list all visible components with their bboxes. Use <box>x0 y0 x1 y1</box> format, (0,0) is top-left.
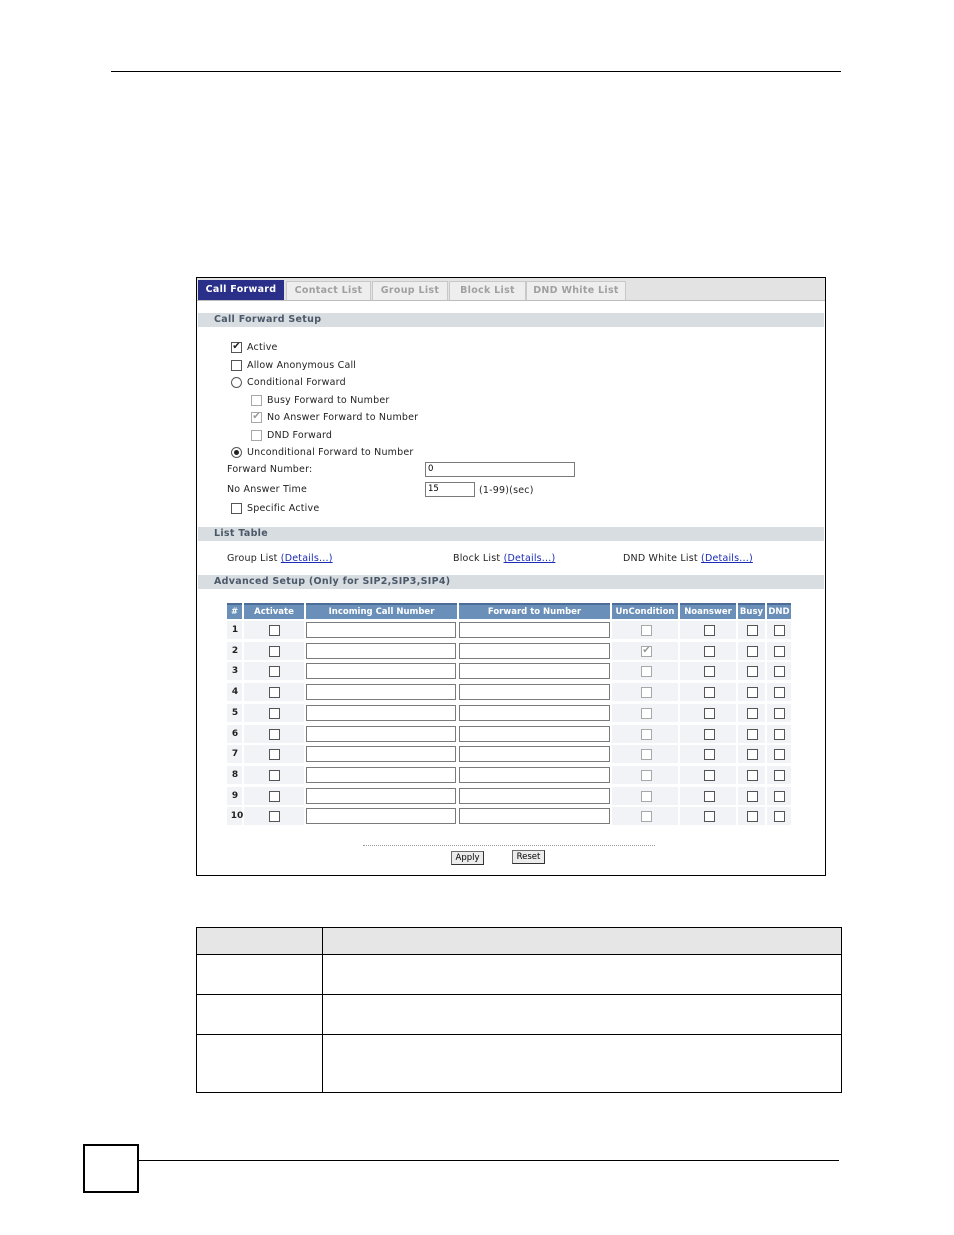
dnd-checkbox[interactable] <box>774 625 785 636</box>
row-number: 1 <box>231 625 239 635</box>
specific-active-checkbox[interactable] <box>231 503 242 514</box>
specific-active-label: Specific Active <box>247 503 320 514</box>
activate-checkbox[interactable] <box>269 687 280 698</box>
uncondition-checkbox[interactable] <box>641 666 652 677</box>
uncondition-checkbox[interactable] <box>641 770 652 781</box>
uncondition-checkbox[interactable] <box>641 687 652 698</box>
forward-to-number-input[interactable] <box>459 643 610 659</box>
incoming-call-number-input[interactable] <box>306 767 456 783</box>
table-label-cell <box>197 995 323 1035</box>
no-answer-time-input[interactable]: 15 <box>425 482 475 497</box>
busy-checkbox[interactable] <box>747 791 758 802</box>
table-header-description-cell <box>323 928 842 955</box>
incoming-call-number-input[interactable] <box>306 622 456 638</box>
dnd-checkbox[interactable] <box>774 811 785 822</box>
uncondition-checkbox[interactable] <box>641 646 652 657</box>
dnd-checkbox[interactable] <box>774 646 785 657</box>
col-header-activate: Activate <box>244 603 304 619</box>
tab-bar <box>197 278 825 301</box>
row-number: 3 <box>231 666 239 676</box>
section-advanced-setup: Advanced Setup (Only for SIP2,SIP3,SIP4) <box>198 575 824 589</box>
activate-checkbox[interactable] <box>269 625 280 636</box>
no-answer-time-hint: (1-99)(sec) <box>479 485 534 496</box>
busy-checkbox[interactable] <box>747 770 758 781</box>
conditional-forward-radio[interactable] <box>231 377 242 388</box>
no-answer-forward-checkbox[interactable] <box>251 412 262 423</box>
radio-dot-icon <box>234 450 239 455</box>
noanswer-checkbox[interactable] <box>704 687 715 698</box>
description-table <box>196 927 842 1093</box>
busy-checkbox[interactable] <box>747 749 758 760</box>
forward-to-number-input[interactable] <box>459 663 610 679</box>
anonymous-call-checkbox[interactable] <box>231 360 242 371</box>
page-footer-rule <box>139 1160 839 1161</box>
tab-dnd-white-list[interactable]: DND White List <box>526 281 626 300</box>
row-number: 5 <box>231 708 239 718</box>
forward-to-number-input[interactable] <box>459 767 610 783</box>
dnd-white-list-label: DND White List <box>623 553 698 564</box>
col-header-busy: Busy <box>738 603 765 619</box>
activate-checkbox[interactable] <box>269 749 280 760</box>
activate-checkbox[interactable] <box>269 666 280 677</box>
reset-button[interactable]: Reset <box>512 850 545 864</box>
tab-group-list[interactable]: Group List <box>372 281 448 300</box>
forward-to-number-input[interactable] <box>459 726 610 742</box>
col-header-noanswer: Noanswer <box>680 603 736 619</box>
dnd-checkbox[interactable] <box>774 770 785 781</box>
busy-checkbox[interactable] <box>747 708 758 719</box>
check-icon: ✔ <box>642 645 651 656</box>
active-checkbox[interactable] <box>231 342 242 353</box>
incoming-call-number-input[interactable] <box>306 788 456 804</box>
no-answer-time-label: No Answer Time <box>227 484 307 495</box>
table-row <box>197 995 842 1035</box>
forward-to-number-input[interactable] <box>459 684 610 700</box>
button-divider <box>363 845 655 846</box>
forward-to-number-input[interactable] <box>459 705 610 721</box>
forward-to-number-input[interactable] <box>459 746 610 762</box>
block-list-row <box>453 553 555 565</box>
apply-button[interactable]: Apply <box>451 851 484 865</box>
uncondition-checkbox[interactable] <box>641 791 652 802</box>
call-forward-screen <box>196 277 826 876</box>
check-icon: ✔ <box>232 341 241 352</box>
dnd-forward-checkbox[interactable] <box>251 430 262 441</box>
section-list-table: List Table <box>198 527 824 541</box>
unconditional-forward-radio[interactable] <box>231 447 242 458</box>
busy-checkbox[interactable] <box>747 729 758 740</box>
busy-forward-checkbox[interactable] <box>251 395 262 406</box>
busy-checkbox[interactable] <box>747 646 758 657</box>
activate-checkbox[interactable] <box>269 811 280 822</box>
uncondition-checkbox[interactable] <box>641 749 652 760</box>
dnd-checkbox[interactable] <box>774 791 785 802</box>
noanswer-checkbox[interactable] <box>704 811 715 822</box>
dnd-checkbox[interactable] <box>774 708 785 719</box>
row-number: 7 <box>231 749 239 759</box>
dnd-checkbox[interactable] <box>774 749 785 760</box>
col-header-uncondition: UnCondition <box>612 603 678 619</box>
noanswer-checkbox[interactable] <box>704 666 715 677</box>
uncondition-checkbox[interactable] <box>641 625 652 636</box>
conditional-forward-label: Conditional Forward <box>247 377 346 388</box>
col-header-forward-to-number: Forward to Number <box>459 603 610 619</box>
block-list-details-link[interactable]: (Details...) <box>503 553 556 564</box>
table-description-cell <box>323 995 842 1035</box>
table-label-cell <box>197 955 323 995</box>
row-number: 6 <box>231 729 239 739</box>
activate-checkbox[interactable] <box>269 729 280 740</box>
no-answer-forward-label: No Answer Forward to Number <box>267 412 419 423</box>
uncondition-checkbox[interactable] <box>641 811 652 822</box>
col-header-number: # <box>227 603 242 619</box>
dnd-checkbox[interactable] <box>774 729 785 740</box>
group-list-label: Group List <box>227 553 278 564</box>
table-header-row <box>197 928 842 955</box>
row-number: 10 <box>230 811 244 821</box>
incoming-call-number-input[interactable] <box>306 684 456 700</box>
forward-number-label: Forward Number: <box>227 464 313 475</box>
noanswer-checkbox[interactable] <box>704 749 715 760</box>
group-list-row <box>227 553 333 565</box>
row-number: 4 <box>231 687 239 697</box>
table-description-cell <box>323 1035 842 1093</box>
tab-block-list[interactable]: Block List <box>449 281 526 300</box>
dnd-white-list-details-link[interactable]: (Details...) <box>701 553 753 564</box>
tab-call-forward[interactable]: Call Forward <box>198 280 284 300</box>
busy-checkbox[interactable] <box>747 687 758 698</box>
active-label: Active <box>247 342 278 353</box>
noanswer-checkbox[interactable] <box>704 625 715 636</box>
activate-checkbox[interactable] <box>269 791 280 802</box>
forward-to-number-input[interactable] <box>459 808 610 824</box>
busy-forward-label: Busy Forward to Number <box>267 395 390 406</box>
uncondition-checkbox[interactable] <box>641 729 652 740</box>
dnd-white-list-row <box>623 553 753 565</box>
forward-to-number-input[interactable] <box>459 788 610 804</box>
busy-checkbox[interactable] <box>747 811 758 822</box>
noanswer-checkbox[interactable] <box>704 791 715 802</box>
activate-checkbox[interactable] <box>269 708 280 719</box>
section-call-forward-setup: Call Forward Setup <box>198 313 824 327</box>
check-icon: ✔ <box>252 411 261 422</box>
incoming-call-number-input[interactable] <box>306 808 456 824</box>
forward-to-number-input[interactable] <box>459 622 610 638</box>
incoming-call-number-input[interactable] <box>306 705 456 721</box>
page-number-box <box>83 1144 139 1193</box>
row-number: 9 <box>231 791 239 801</box>
table-row <box>197 955 842 995</box>
noanswer-checkbox[interactable] <box>704 708 715 719</box>
anonymous-call-label: Allow Anonymous Call <box>247 360 357 371</box>
incoming-call-number-input[interactable] <box>306 746 456 762</box>
block-list-label: Block List <box>453 553 501 564</box>
table-description-cell <box>323 955 842 995</box>
incoming-call-number-input[interactable] <box>306 663 456 679</box>
unconditional-forward-label: Unconditional Forward to Number <box>247 447 414 458</box>
busy-checkbox[interactable] <box>747 666 758 677</box>
col-header-dnd: DND <box>767 603 791 619</box>
row-number: 8 <box>231 770 239 780</box>
activate-checkbox[interactable] <box>269 646 280 657</box>
noanswer-checkbox[interactable] <box>704 646 715 657</box>
table-header-label-cell <box>197 928 323 955</box>
dnd-checkbox[interactable] <box>774 666 785 677</box>
dnd-checkbox[interactable] <box>774 687 785 698</box>
table-label-cell <box>197 1035 323 1093</box>
table-row <box>197 1035 842 1093</box>
col-header-incoming-call-number: Incoming Call Number <box>306 603 457 619</box>
page-header-rule <box>111 71 841 72</box>
dnd-forward-label: DND Forward <box>267 430 333 441</box>
forward-number-input[interactable]: 0 <box>425 462 575 477</box>
noanswer-checkbox[interactable] <box>704 770 715 781</box>
tab-contact-list[interactable]: Contact List <box>286 281 371 300</box>
row-number: 2 <box>231 646 239 656</box>
busy-checkbox[interactable] <box>747 625 758 636</box>
noanswer-checkbox[interactable] <box>704 729 715 740</box>
incoming-call-number-input[interactable] <box>306 726 456 742</box>
uncondition-checkbox[interactable] <box>641 708 652 719</box>
activate-checkbox[interactable] <box>269 770 280 781</box>
group-list-details-link[interactable]: (Details...) <box>280 553 333 564</box>
incoming-call-number-input[interactable] <box>306 643 456 659</box>
